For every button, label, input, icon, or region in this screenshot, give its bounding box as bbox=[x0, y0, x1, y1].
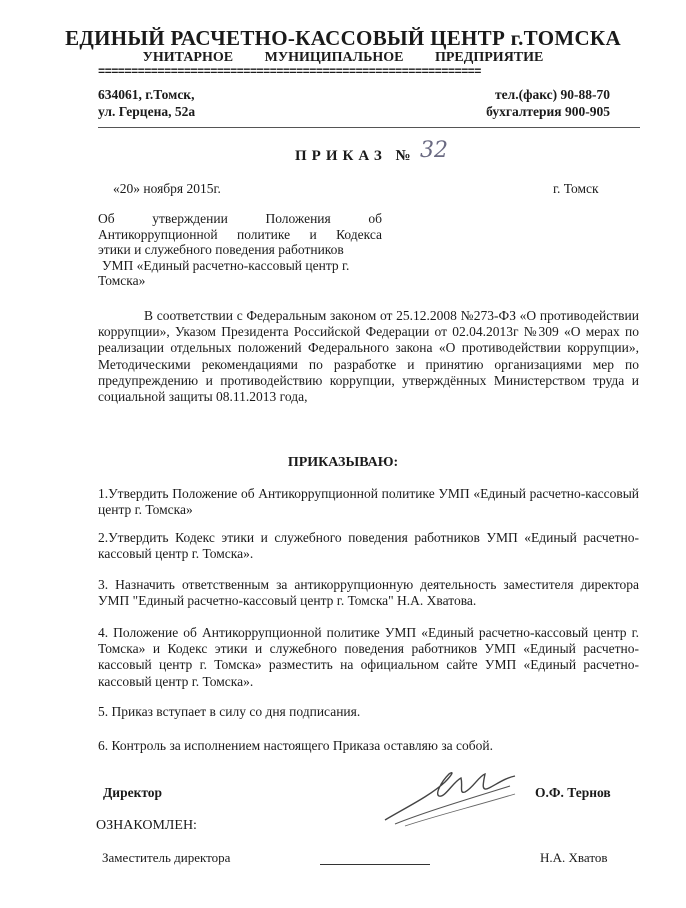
subject-line: Томска» bbox=[98, 273, 146, 288]
preamble-paragraph: В соответствии с Федеральным законом от 25.12.2008 №273-ФЗ «О противодействии коррупции», Указом Президента Российской Федерации от 02.04.2013г №309 «О мерах по реализации отдельных положений Федерального закона «О противодействии коррупции», Методическими рекомендациями по разработке и принятию организациями мер по предупреждению и противодействию коррупции, утверждённых Министерством труда и социальной защиты 08.11.2013 года, bbox=[98, 308, 639, 405]
subject-line: Об утверждении Положения об bbox=[98, 211, 382, 226]
acknowledged-label: ОЗНАКОМЛЕН: bbox=[96, 818, 197, 833]
organization-title: ЕДИНЫЙ РАСЧЕТНО-КАССОВЫЙ ЦЕНТР г.ТОМСКА bbox=[65, 26, 621, 50]
phone-line-accounting: бухгалтерия 900-905 bbox=[486, 104, 610, 119]
order-subject bbox=[98, 211, 382, 289]
header-double-rule: ========================================================== bbox=[98, 65, 481, 79]
address-block bbox=[98, 86, 195, 120]
subject-line: этики и служебного поведения работников bbox=[98, 242, 344, 257]
signer-name: О.Ф. Тернов bbox=[535, 785, 611, 800]
organization-subtitle: УНИТАРНОЕ МУНИЦИПАЛЬНОЕ ПРЕДПРИЯТИЕ bbox=[142, 50, 544, 65]
order-number-handwritten: 32 bbox=[420, 138, 448, 163]
header-divider bbox=[98, 127, 640, 128]
signer-role: Директор bbox=[103, 785, 163, 800]
decree-heading: ПРИКАЗЫВАЮ: bbox=[287, 455, 399, 470]
order-title: ПРИКАЗ № bbox=[295, 148, 416, 164]
deputy-role: Заместитель директора bbox=[102, 850, 231, 865]
signature-line bbox=[320, 864, 430, 865]
subject-line: УМП «Единый расчетно-кассовый центр г. bbox=[102, 257, 350, 273]
phone-line-fax: тел.(факс) 90-88-70 bbox=[495, 87, 610, 102]
address-line-city: 634061, г.Томск, bbox=[98, 87, 195, 102]
order-city: г. Томск bbox=[553, 181, 599, 196]
address-line-street: ул. Герцена, 52а bbox=[98, 104, 196, 119]
decree-item: 3. Назначить ответственным за антикоррупционную деятельность заместителя директора УМП "Единый расчетно-кассовый центр г. Томска" Н.А. Хватова. bbox=[98, 577, 639, 609]
order-date: «20» ноября 2015г. bbox=[113, 181, 221, 196]
decree-item: 2.Утвердить Кодекс этики и служебного поведения работников УМП «Единый расчетно-кассовый центр г. Томска». bbox=[98, 530, 639, 562]
decree-item: 5. Приказ вступает в силу со дня подписания. bbox=[98, 704, 361, 719]
decree-item: 4. Положение об Антикоррупционной политике УМП «Единый расчетно-кассовый центр г. Томска» и Кодекс этики и служебного поведения работников УМП «Единый расчетно-кассовый центр г. Томска» разместить на официальном сайте УМП «Единый расчетно-кассовый центр г. Томска». bbox=[98, 625, 639, 689]
subject-line: Антикоррупционной политике и Кодекса bbox=[98, 226, 382, 242]
decree-item: 1.Утвердить Положение об Антикоррупционной политике УМП «Единый расчетно-кассовый центр г. Томска» bbox=[98, 486, 639, 518]
phone-block bbox=[470, 86, 610, 120]
decree-item: 6. Контроль за исполнением настоящего Приказа оставляю за собой. bbox=[98, 738, 494, 753]
deputy-name: Н.А. Хватов bbox=[540, 850, 608, 865]
director-signature bbox=[375, 760, 525, 835]
